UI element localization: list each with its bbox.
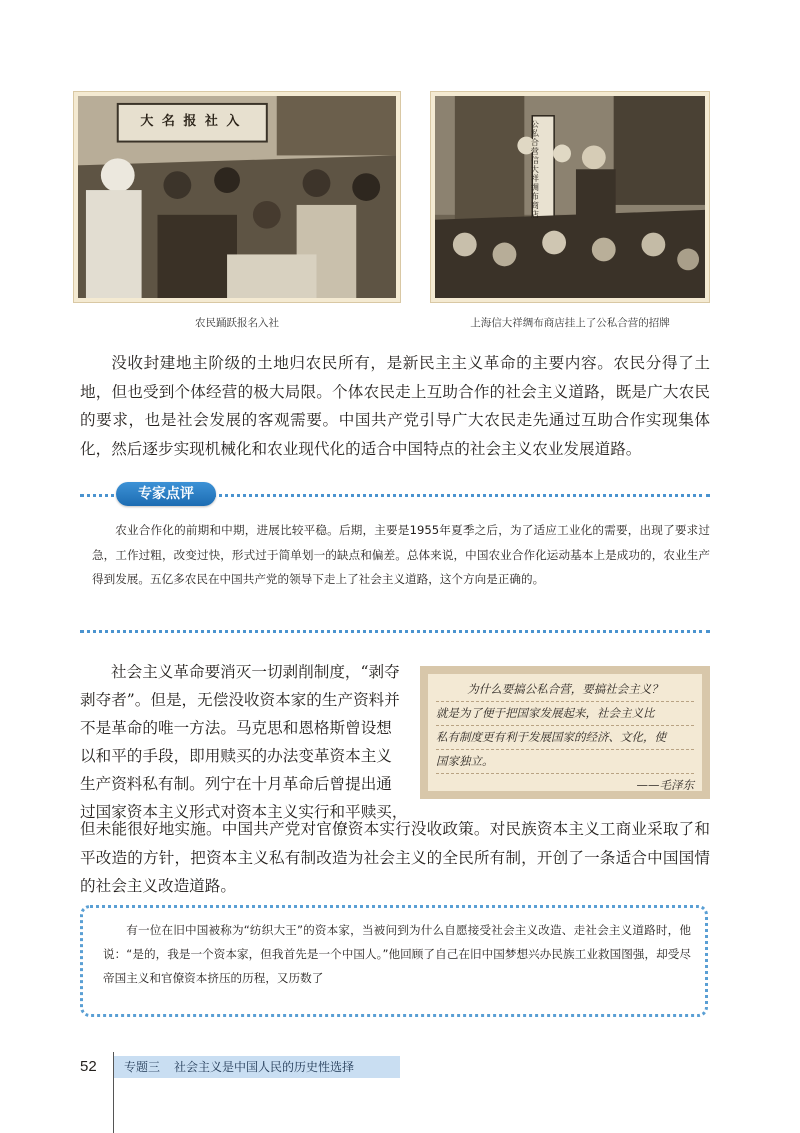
paragraph-line: 以和平的手段，即用赎买的办法变革资本主义 — [80, 747, 392, 765]
footer-running-title — [114, 1056, 400, 1078]
mao-quote-box — [420, 666, 710, 799]
paragraph-line: 剥夺者”。但是，无偿没收资本家的生产资料并 — [80, 691, 400, 709]
expert-bottom-divider — [80, 630, 710, 633]
quote-line: 国家独立。 — [436, 750, 694, 774]
paragraph-line: 生产资料私有制。列宁在十月革命后曾提出通 — [80, 775, 392, 793]
quote-author: ——毛泽东 — [636, 778, 694, 792]
story-box-textile-king — [80, 905, 708, 1017]
story-text: 有一位在旧中国被称为“纺织大王”的资本家，当被问到为什么自愿接受社会主义改造、走社会主义道路时，他说：“是的，我是一个资本家，但我首先是一个中国人。”他回顾了自己在旧中国梦想兴办民族工业救国图强，却受尽帝国主义和官僚资本挤压的历程，又历数了 — [103, 923, 691, 985]
paragraph-line: 不是革命的唯一方法。马克思和恩格斯曾设想 — [80, 719, 392, 737]
photo-shop-caption: 上海信大祥绸布商店挂上了公私合营的招牌 — [470, 317, 670, 329]
photo-farmers-sign-text: 大 名 报 社 入 — [140, 114, 242, 130]
quote-line: 就是为了便于把国家发展起来，社会主义比 — [436, 702, 694, 726]
paragraph-line: 过国家资本主义形式对资本主义实行和平赎买， — [80, 803, 408, 821]
footer-title: 社会主义是中国人民的历史性选择 — [174, 1060, 355, 1074]
photo-joint-venture-shop — [430, 91, 710, 303]
photo-farmers-caption: 农民踊跃报名入社 — [195, 317, 279, 329]
paragraph-continuation: 但未能很好地实施。中国共产党对官僚资本实行没收政策。对民族资本主义工商业采取了和平改造的方针，把资本主义私有制改造为社会主义的全民所有制，开创了一条适合中国国情的社会主义改造道路。 — [80, 820, 710, 895]
paragraph-line: 社会主义革命要消灭一切剥削制度，“剥夺 — [111, 663, 400, 681]
expert-commentary-label: 专家点评 — [116, 482, 216, 506]
mao-quote-inner — [428, 674, 702, 791]
expert-commentary-text: 农业合作化的前期和中期，进展比较平稳。后期，主要是1955年夏季之后，为了适应工业化的需要，出现了要求过急，工作过粗，改变过快，形式过于简单划一的缺点和偏差。总体来说，中国农业合作化运动基本上是成功的，农业生产得到发展。五亿多农民在中国共产党的领导下走上了社会主义道路，这个方向是正确的。 — [92, 523, 710, 586]
paragraph-land-reform: 没收封建地主阶级的土地归农民所有，是新民主主义革命的主要内容。农民分得了土地，但也受到个体经营的极大局限。个体农民走上互助合作的社会主义道路，既是广大农民的要求，也是社会发展的客观需要。中国共产党引导广大农民走先通过互助合作实现集体化，然后逐步实现机械化和农业现代化的适合中国特点的社会主义农业发展道路。 — [80, 354, 710, 458]
photo-farmers-enrolling — [73, 91, 401, 303]
page-number: 52 — [80, 1058, 97, 1075]
photo-shop-sign-text: 公私合营信大祥绸布商店 — [530, 120, 539, 220]
footer-topic: 专题三 — [124, 1060, 161, 1074]
photo-shop-image — [435, 96, 705, 298]
quote-line: 私有制度更有利于发展国家的经济、文化，使 — [436, 726, 694, 750]
quote-line: 为什么要搞公私合营，要搞社会主义？ — [436, 678, 694, 702]
